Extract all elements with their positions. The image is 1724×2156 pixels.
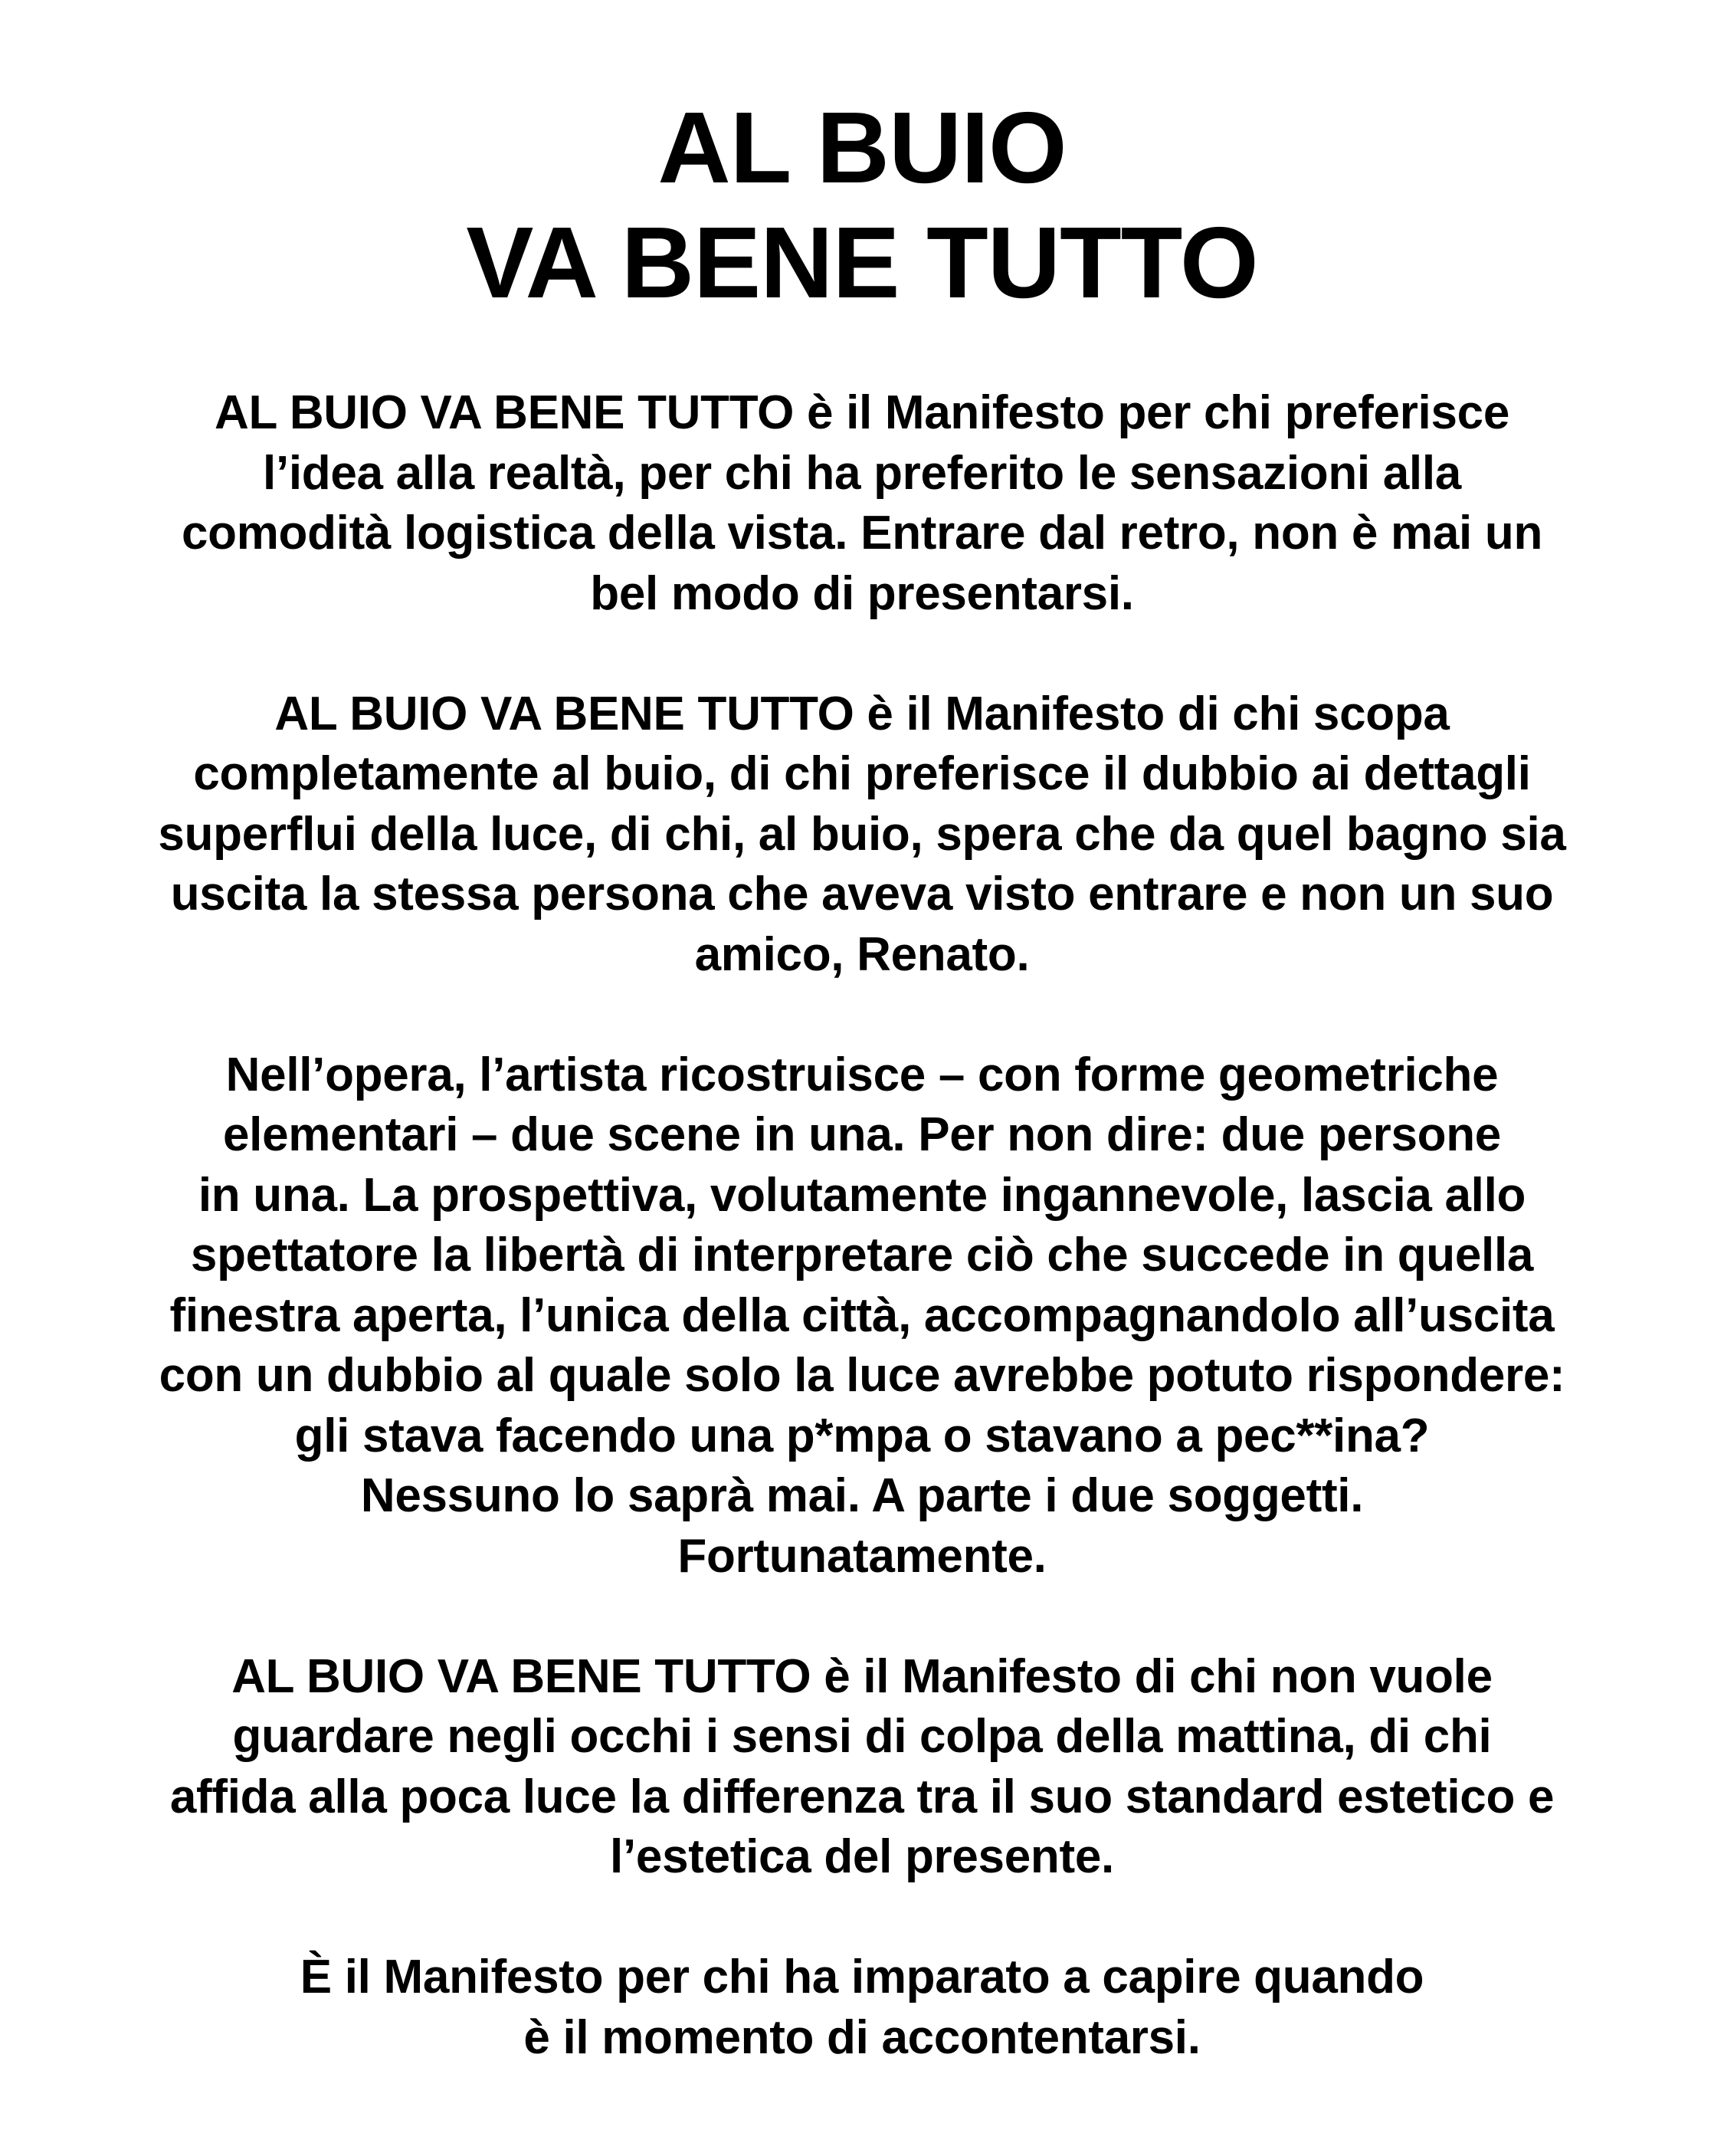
text-line: completamente al buio, di chi preferisce il dubbio ai dettagli <box>193 747 1531 800</box>
text-line: comodità logistica della vista. Entrare dal retro, non è mai un <box>181 507 1543 560</box>
text-line: Fortunatamente. <box>677 1529 1047 1583</box>
title-line: VA BENE TUTTO <box>466 206 1258 319</box>
text-line: AL BUIO VA BENE TUTTO è il Manifesto per chi preferisce <box>214 386 1509 439</box>
paragraph-5 <box>0 1948 1724 2068</box>
text-line: guardare negli occhi i sensi di colpa della mattina, di chi <box>232 1710 1492 1763</box>
text-line: uscita la stessa persona che aveva visto entrare e non un suo <box>170 868 1554 920</box>
text-line: in una. La prospettiva, volutamente ingannevole, lascia allo <box>198 1168 1526 1222</box>
text-line: Nell’opera, l’artista ricostruisce – con forme geometriche <box>225 1048 1499 1101</box>
text-line: AL BUIO VA BENE TUTTO è il Manifesto di chi non vuole <box>231 1649 1493 1703</box>
text-line: con un dubbio al quale solo la luce avrebbe potuto rispondere: <box>159 1349 1565 1402</box>
paragraph-1 <box>0 383 1724 624</box>
text-line: affida alla poca luce la differenza tra il suo standard estetico e <box>169 1770 1555 1823</box>
text-line: gli stava facendo una p*mpa o stavano a pec**ina? <box>294 1409 1430 1462</box>
text-line: elementari – due scene in una. Per non dire: due persone <box>222 1108 1501 1161</box>
text-line: l’idea alla realtà, per chi ha preferito le sensazioni alla <box>263 446 1461 500</box>
text-line: bel modo di presentarsi. <box>590 566 1134 620</box>
text-line: l’estetica del presente. <box>610 1830 1114 1883</box>
text-line: AL BUIO VA BENE TUTTO è il Manifesto di chi scopa <box>274 687 1450 740</box>
text-line: è il momento di accontentarsi. <box>523 2010 1201 2064</box>
text-line: È il Manifesto per chi ha imparato a capire quando <box>300 1951 1424 2003</box>
paragraph-2 <box>0 684 1724 986</box>
title-line: AL BUIO <box>657 91 1067 204</box>
manifesto-body <box>0 383 1724 2128</box>
text-line: Nessuno lo saprà mai. A parte i due soggetti. <box>360 1469 1364 1522</box>
text-line: amico, Renato. <box>694 927 1030 981</box>
text-line: superflui della luce, di chi, al buio, spera che da quel bagno sia <box>158 807 1566 861</box>
text-line: spettatore la libertà di interpretare ciò che succede in quella <box>190 1229 1534 1281</box>
page-title <box>0 90 1724 320</box>
text-line: finestra aperta, l’unica della città, accompagnandolo all’uscita <box>169 1288 1555 1342</box>
paragraph-3 <box>0 1045 1724 1587</box>
paragraph-4 <box>0 1647 1724 1888</box>
